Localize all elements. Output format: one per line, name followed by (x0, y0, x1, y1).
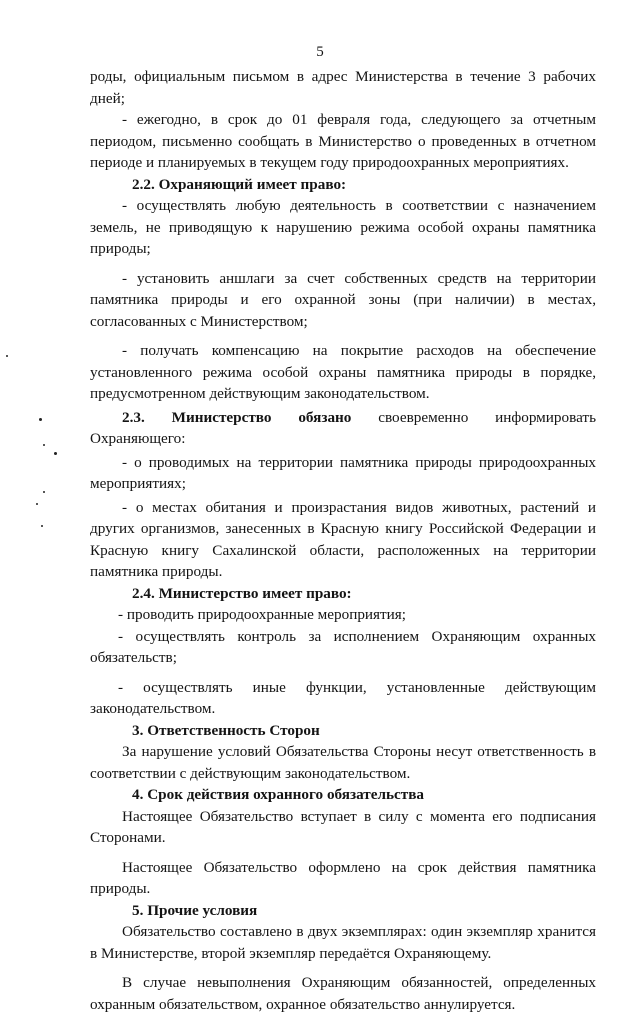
section-heading: 2.4. Министерство имеет право: (132, 584, 352, 602)
list-item: - осуществлять иные функции, установленные действующим законодательством. (90, 678, 596, 717)
scan-speck (39, 418, 42, 421)
scan-speck (54, 452, 57, 455)
paragraph-text: своевременно информировать Охраняющего: (90, 408, 596, 447)
section-heading: 4. Срок действия охранного обязательства (132, 786, 425, 803)
paragraph: Настоящее Обязательство оформлено на срок действия памятника природы. (90, 858, 596, 897)
section-heading-inline: 2.3. Министерство обязано (122, 408, 352, 426)
list-item: - о проводимых на территории памятника природы природоохранных мероприятиях; (90, 453, 596, 492)
paragraph (90, 407, 596, 450)
paragraph: За нарушение условий Обязательства Стороны несут ответственность в соответствии с действующим законодательством. (90, 743, 596, 782)
section-heading: 2.2. Охраняющий имеет право: (132, 175, 347, 193)
document-body (90, 66, 596, 1015)
list-item: - осуществлять любую деятельность в соответствии с назначением земель, не приводящую к нарушению режима особой охраны памятника природы; (90, 197, 596, 257)
list-item: - осуществлять контроль за исполнением Охраняющим охранных обязательств; (90, 627, 596, 666)
list-item: - установить аншлаги за счет собственных средств на территории памятника природы и его охранной зоны (при наличии) в местах, согласованных с Министерством; (90, 269, 596, 330)
list-item: - ежегодно, в срок до 01 февраля года, следующего за отчетным периодом, письменно сообщать в Министерство о проведенных в отчетном периоде и планируемых в текущем году природоохранных мероприятиях. (90, 111, 596, 171)
scan-speck (43, 444, 45, 446)
list-item: - о местах обитания и произрастания видов животных, растений и других организмов, занесенных в Красную книгу Российской Федерации и Красную книгу Сахалинской области, расположенных на территории памятника природы. (90, 498, 596, 580)
section-heading: 5. Прочие условия (132, 901, 258, 919)
scan-speck (36, 503, 38, 505)
paragraph: Настоящее Обязательство вступает в силу с момента его подписания Сторонами. (90, 807, 596, 846)
scan-speck (6, 355, 8, 357)
page-number: 5 (316, 44, 324, 60)
list-item: - получать компенсацию на покрытие расходов на обеспечение установленного режима особой охраны памятника природы в порядке, предусмотренном действующим законодательством. (90, 342, 596, 402)
paragraph: роды, официальным письмом в адрес Министерства в течение 3 рабочих дней; (90, 68, 596, 107)
paragraph: В случае невыполнения Охраняющим обязанностей, определенных охранным обязательством, охранное обязательство аннулируется. (90, 974, 596, 1013)
list-item: - проводить природоохранные мероприятия; (118, 606, 407, 623)
scan-speck (43, 491, 45, 493)
scan-speck (41, 525, 43, 527)
section-heading: 3. Ответственность Сторон (132, 721, 320, 739)
paragraph: Обязательство составлено в двух экземплярах: один экземпляр хранится в Министерстве, второй экземпляр передаётся Охраняющему. (90, 923, 596, 962)
